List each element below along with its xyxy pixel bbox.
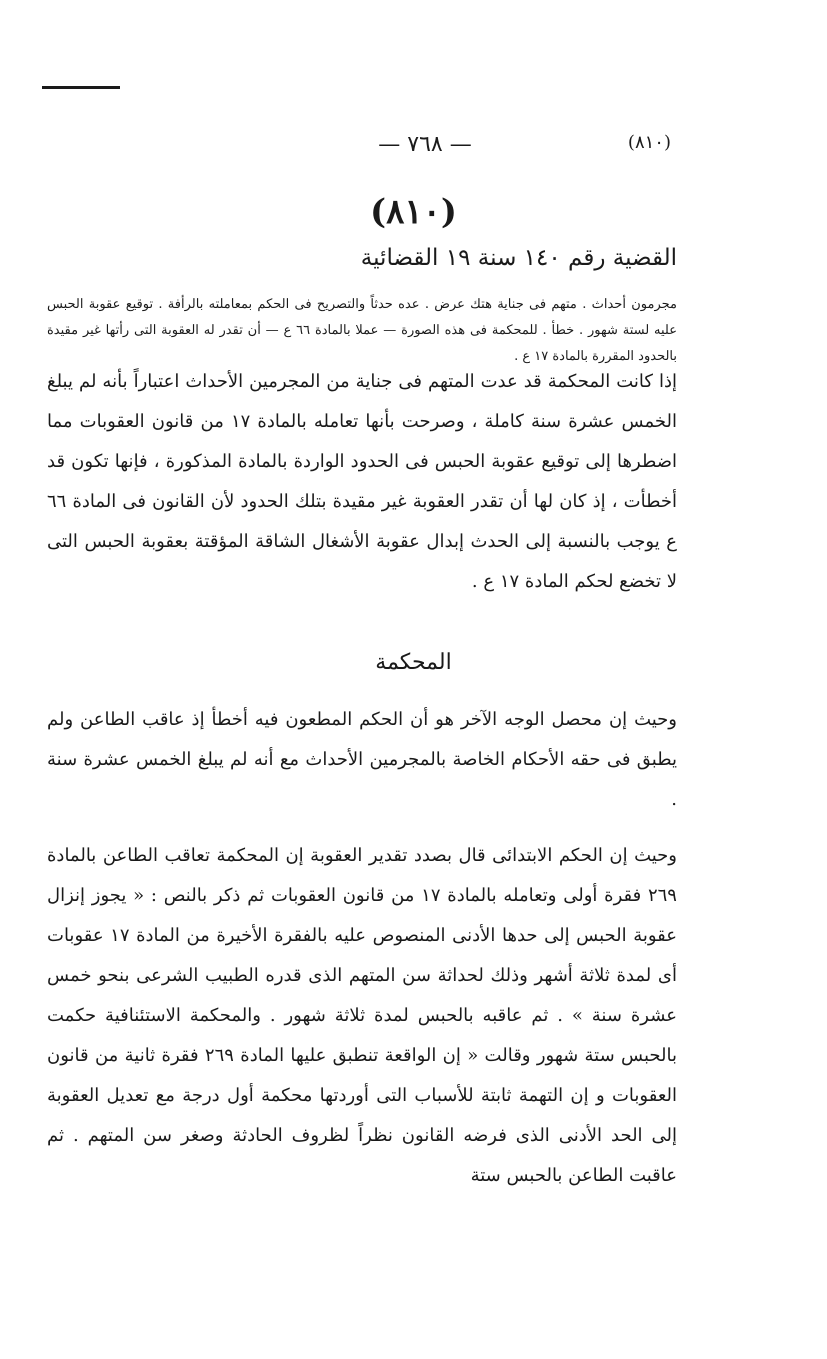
principle-paragraph: إذا كانت المحكمة قد عدت المتهم فى جناية من المجرمين الأحداث اعتباراً بأنه لم يبلغ الخمس عشرة سنة كاملة ، وصرحت بأنها تعامله بالمادة ١٧ من قانون العقوبات مما اضطرها إلى توقيع عقوبة الحبس فى الحدود الواردة بالمادة المذكورة ، فإنها تكون قد أخطأت ، إذ كان لها أن تقدر العقوبة غير مقيدة بتلك الحدود لأن القانون فى المادة ٦٦ ع يوجب بالنسبة إلى الحدث إبدال عقوبة الأشغال الشاقة المؤقتة بعقوبة الحبس التى لا تخضع لحكم المادة ١٧ ع .: [47, 371, 677, 592]
legal-principle: [47, 362, 677, 602]
running-case-reference: (٨١٠): [627, 132, 671, 153]
case-title: (٨١٠): [370, 192, 457, 232]
margin-rule: [42, 86, 120, 89]
case-summary: مجرمون أحداث . متهم فى جناية هتك عرض . عده حدثاً والتصريح فى الحكم بمعاملته بالرأفة . توقيع عقوبة الحبس عليه لستة شهور . خطأ . للمحكمة فى هذه الصورة — عملا بالمادة ٦٦ ع — أن تقدر له العقوبة التى رأتها غير مقيدة بالحدود المقررة بالمادة ١٧ ع .: [47, 297, 677, 364]
court-heading: المحكمة: [375, 650, 452, 675]
page-number: — ٧٦٨ —: [378, 132, 472, 157]
judgment-body: [47, 700, 677, 1196]
body-paragraph-2: وحيث إن الحكم الابتدائى قال بصدد تقدير العقوبة إن المحكمة تعاقب الطاعن بالمادة ٢٦٩ فقرة أولى وتعامله بالمادة ١٧ من قانون العقوبات ثم ذكر بالنص : « يجوز إنزال عقوبة الحبس إلى حدها الأدنى المنصوص عليه بالفقرة الأخيرة من المادة ١٧ عقوبات أى لمدة ثلاثة أشهر وذلك لحداثة سن المتهم الذى قدره الطبيب الشرعى بنحو خمس عشرة سنة » . ثم عاقبه بالحبس لمدة ثلاثة شهور . والمحكمة الاستئنافية حكمت بالحبس ستة شهور وقالت « إن الواقعة تنطبق عليها المادة ٢٦٩ فقرة ثانية من قانون العقوبات و إن التهمة ثابتة للأسباب التى أوردتها محكمة أول درجة مع تعديل العقوبة إلى الحد الأدنى الذى فرضه القانون نظراً لظروف الحادثة وصغر سن المتهم . ثم عاقبت الطاعن بالحبس ستة: [47, 845, 677, 1186]
page-header: [60, 130, 767, 160]
body-paragraph-1: وحيث إن محصل الوجه الآخر هو أن الحكم المطعون فيه أخطأ إذ عاقب الطاعن ولم يطبق فى حقه الأحكام الخاصة بالمجرمين الأحداث مع أنه لم يبلغ الخمس عشرة سنة .: [47, 709, 677, 810]
case-number-line: القضية رقم ١٤٠ سنة ١٩ القضائية: [360, 245, 677, 271]
